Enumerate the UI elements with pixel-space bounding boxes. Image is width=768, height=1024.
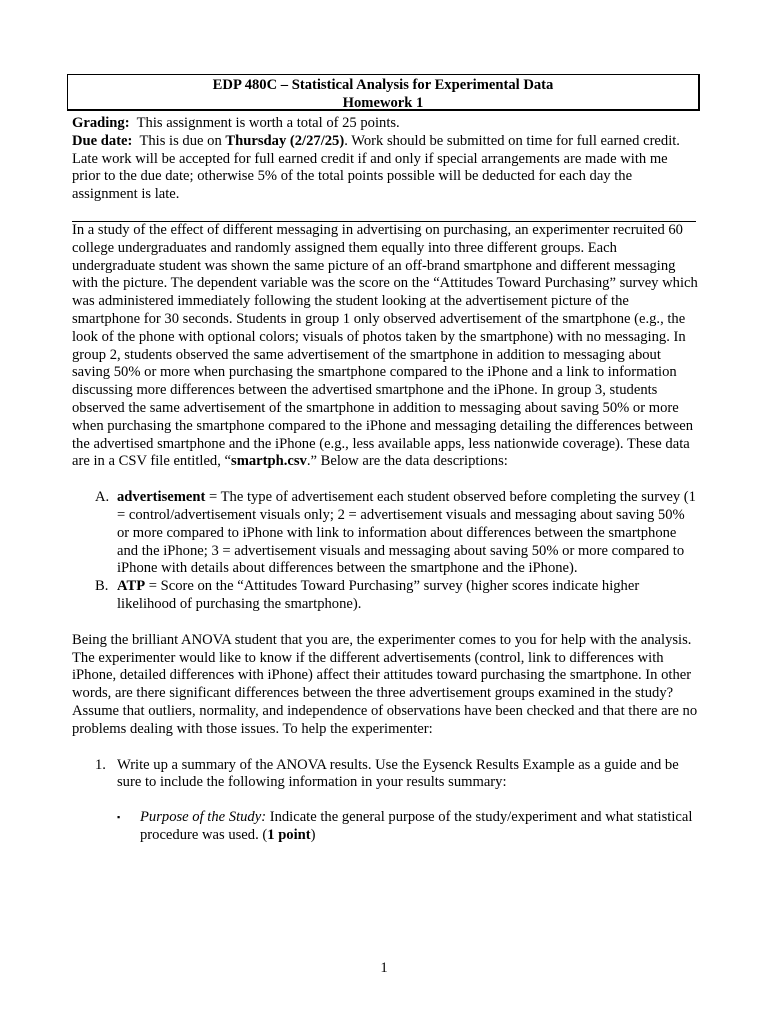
bullet-close: ) <box>310 826 316 843</box>
grading-label: Grading: <box>72 115 130 131</box>
grading-text: This assignment is worth a total of 25 points. <box>136 115 400 131</box>
variable-item <box>72 489 698 578</box>
due-date-value: Thursday (2/27/25) <box>225 132 345 149</box>
variable-item <box>72 578 698 614</box>
bullet-label: Purpose of the Study: <box>140 809 267 826</box>
list-marker: B. <box>95 578 109 595</box>
square-bullet-icon: ▪ <box>117 812 121 823</box>
document-body <box>72 115 698 845</box>
study-description <box>72 222 698 471</box>
variable-description: = The type of advertisement each student observed before completing the survey (1 = control/advertisement visuals only; 2 = advertisement visuals and messaging about saving 50% or more compared to iPhone with link to information about differences between the smartphone and the iPhone; 3 = advertisement visuals and messaging about saving 50% or more compared to iPhone with details about differences between the smartphone and the iPhone). <box>117 489 696 577</box>
variable-name: advertisement <box>117 489 206 506</box>
due-date-text-after: . Work should be submitted on time for full earned credit. Late work will be accepted for full earned credit if and only if special arrangements are made with me prior to the due date; otherwise 5% of the total points possible will be deducted for each day the assignment is late. <box>72 132 680 203</box>
course-title: EDP 480C – Statistical Analysis for Experimental Data <box>212 77 554 93</box>
bullet-item <box>72 809 698 845</box>
analysis-intro: Being the brilliant ANOVA student that you are, the experimenter comes to you for help with the analysis. The experimenter would like to know if the different advertisements (control, link to differences with iPhone, detailed differences with iPhone) affect their attitudes toward purchasing the smartphone. In other words, are there significant differences between the three advertisement groups examined in the study? Assume that outliers, normality, and independence of observations have been checked and that there are no problems dealing with those issues. To help the experimenter: <box>72 631 698 737</box>
title-box <box>67 74 700 111</box>
due-date-label: Due date: <box>72 132 133 149</box>
data-filename: smartph.csv <box>231 453 307 470</box>
study-text-end: .” Below are the data descriptions: <box>306 453 508 470</box>
variable-name: ATP <box>117 578 146 595</box>
bullet-points: 1 point <box>267 826 311 843</box>
grading-paragraph <box>72 115 698 133</box>
bullet-text: Indicate the general purpose of the study/experiment and what statistical procedure was used. ( <box>140 809 693 843</box>
study-text: In a study of the effect of different messaging in advertising on purchasing, an experimenter recruited 60 college undergraduates and randomly assigned them equally into three different groups. Each undergraduate student was shown the same picture of an off-brand smartphone and different messaging with the picture. The dependent variable was the score on the “Attitudes Toward Purchasing” survey which was administered immediately following the student looking at the advertisement picture of the smartphone for 30 seconds. Students in group 1 only observed advertisement of the smartphone (e.g., the look of the phone with optional colors; visuals of photos taken by the smartphone) with no messaging. In group 2, students observed the same advertisement of the smartphone in addition to messaging about saving 50% or more when purchasing the smartphone compared to the iPhone and a link to information discussing more differences between the advertised smartphone and the iPhone. In group 3, students observed the same advertisement of the smartphone in addition to messaging about saving 50% or more when purchasing the smartphone compared to the iPhone and messaging detailing the differences between the advertised smartphone and the iPhone (e.g., less available apps, less nationwide coverage). These data are in a CSV file entitled, <box>72 221 698 470</box>
assignment-title: Homework 1 <box>342 94 424 111</box>
due-date-paragraph <box>72 133 698 204</box>
variable-definitions <box>72 489 698 614</box>
page-number: 1 <box>380 960 388 976</box>
task-text: Write up a summary of the ANOVA results. Use the Eysenck Results Example as a guide and be sure to include the following information in your results summary: <box>117 756 679 791</box>
task-marker: 1. <box>95 756 106 773</box>
due-date-text-before: This is due on <box>139 132 222 149</box>
list-marker: A. <box>95 489 110 506</box>
variable-description: = Score on the “Attitudes Toward Purchasing” survey (higher scores indicate higher likelihood of purchasing the smartphone). <box>117 578 640 612</box>
open-quote: “ <box>224 453 232 470</box>
task-item <box>72 757 698 793</box>
